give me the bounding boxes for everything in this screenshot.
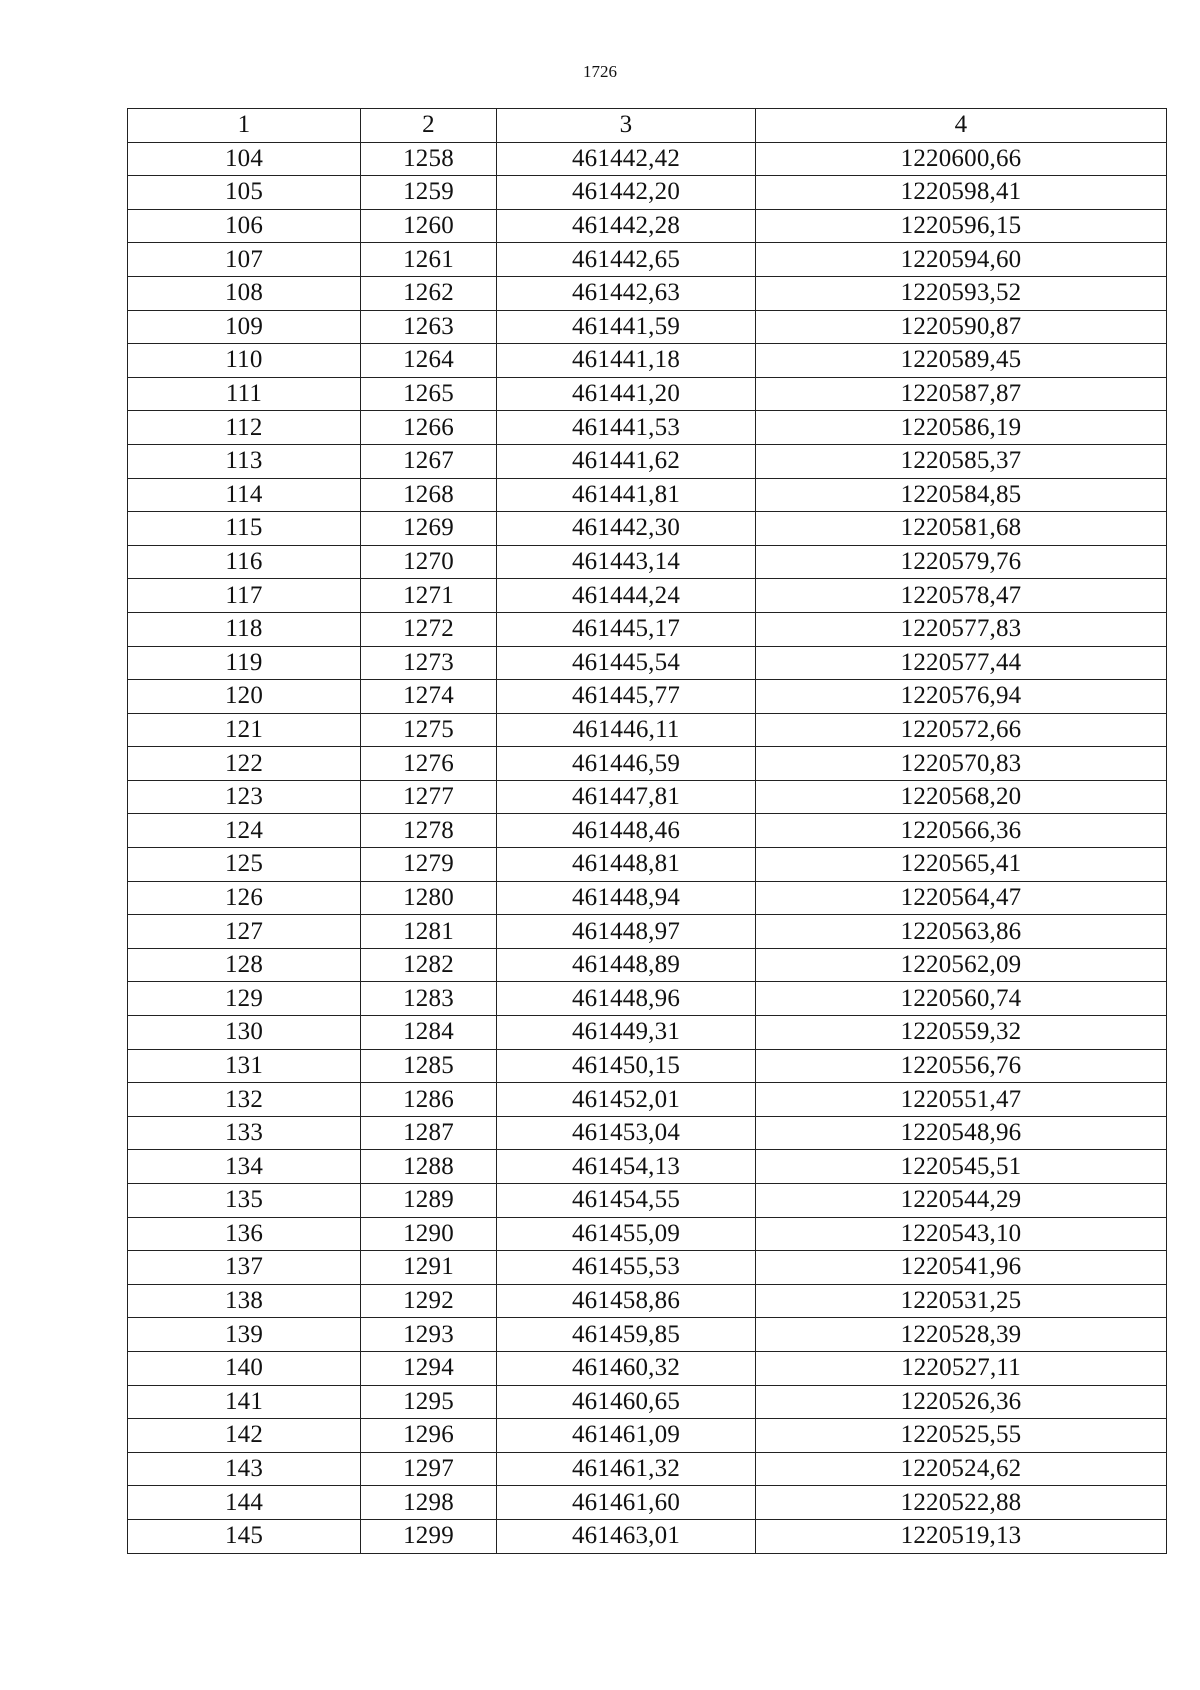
table-cell: 1271 bbox=[361, 579, 497, 613]
table-row bbox=[128, 680, 1167, 714]
table-cell: 461455,09 bbox=[497, 1217, 756, 1251]
table-cell: 1220559,32 bbox=[756, 1016, 1167, 1050]
table-cell: 128 bbox=[128, 948, 361, 982]
table-row bbox=[128, 814, 1167, 848]
table-cell: 1220519,13 bbox=[756, 1519, 1167, 1553]
table-row bbox=[128, 310, 1167, 344]
table-cell: 136 bbox=[128, 1217, 361, 1251]
page-number: 1726 bbox=[583, 62, 617, 81]
table-cell: 461459,85 bbox=[497, 1318, 756, 1352]
table-cell: 1276 bbox=[361, 747, 497, 781]
table-cell: 1220566,36 bbox=[756, 814, 1167, 848]
table-cell: 137 bbox=[128, 1251, 361, 1285]
table-cell: 1220522,88 bbox=[756, 1486, 1167, 1520]
table-cell: 1220585,37 bbox=[756, 444, 1167, 478]
table-header-row bbox=[128, 109, 1167, 143]
table-row bbox=[128, 209, 1167, 243]
table-cell: 461441,81 bbox=[497, 478, 756, 512]
table-cell: 1220584,85 bbox=[756, 478, 1167, 512]
table-cell: 142 bbox=[128, 1419, 361, 1453]
table-cell: 1220525,55 bbox=[756, 1419, 1167, 1453]
table-row bbox=[128, 1318, 1167, 1352]
coordinates-table bbox=[127, 108, 1167, 1554]
table-cell: 1220563,86 bbox=[756, 915, 1167, 949]
table-cell: 1291 bbox=[361, 1251, 497, 1285]
table-cell: 1220526,36 bbox=[756, 1385, 1167, 1419]
table-cell: 1274 bbox=[361, 680, 497, 714]
table-cell: 135 bbox=[128, 1184, 361, 1218]
table-row bbox=[128, 512, 1167, 546]
table-cell: 1282 bbox=[361, 948, 497, 982]
table-cell: 461448,94 bbox=[497, 881, 756, 915]
table-cell: 1259 bbox=[361, 176, 497, 210]
table-cell: 1220570,83 bbox=[756, 747, 1167, 781]
table-cell: 139 bbox=[128, 1318, 361, 1352]
table-cell: 461442,65 bbox=[497, 243, 756, 277]
table-cell: 461448,46 bbox=[497, 814, 756, 848]
table-row bbox=[128, 612, 1167, 646]
table-cell: 461453,04 bbox=[497, 1116, 756, 1150]
table-row bbox=[128, 915, 1167, 949]
table-cell: 461454,55 bbox=[497, 1184, 756, 1218]
table-cell: 461441,59 bbox=[497, 310, 756, 344]
table-row bbox=[128, 142, 1167, 176]
table-row bbox=[128, 713, 1167, 747]
table-cell: 1220572,66 bbox=[756, 713, 1167, 747]
table-row bbox=[128, 780, 1167, 814]
table-cell: 1220576,94 bbox=[756, 680, 1167, 714]
table-cell: 1263 bbox=[361, 310, 497, 344]
table-row bbox=[128, 848, 1167, 882]
column-header: 2 bbox=[361, 109, 497, 143]
table-cell: 461442,20 bbox=[497, 176, 756, 210]
table-row bbox=[128, 478, 1167, 512]
table-cell: 118 bbox=[128, 612, 361, 646]
table-cell: 124 bbox=[128, 814, 361, 848]
table-cell: 1277 bbox=[361, 780, 497, 814]
table-cell: 126 bbox=[128, 881, 361, 915]
table-cell: 127 bbox=[128, 915, 361, 949]
table-cell: 1298 bbox=[361, 1486, 497, 1520]
column-header: 4 bbox=[756, 109, 1167, 143]
table-cell: 129 bbox=[128, 982, 361, 1016]
table-cell: 1220600,66 bbox=[756, 142, 1167, 176]
table-cell: 1273 bbox=[361, 646, 497, 680]
table-cell: 1266 bbox=[361, 411, 497, 445]
table-row bbox=[128, 344, 1167, 378]
table-cell: 140 bbox=[128, 1351, 361, 1385]
table-cell: 461442,63 bbox=[497, 276, 756, 310]
table-cell: 113 bbox=[128, 444, 361, 478]
table-row bbox=[128, 1016, 1167, 1050]
table-cell: 116 bbox=[128, 545, 361, 579]
table-cell: 461445,17 bbox=[497, 612, 756, 646]
table-cell: 1268 bbox=[361, 478, 497, 512]
table-cell: 461449,31 bbox=[497, 1016, 756, 1050]
table-row bbox=[128, 1452, 1167, 1486]
table-cell: 1220541,96 bbox=[756, 1251, 1167, 1285]
table-cell: 1220589,45 bbox=[756, 344, 1167, 378]
table-row bbox=[128, 276, 1167, 310]
table-cell: 1297 bbox=[361, 1452, 497, 1486]
table-cell: 1287 bbox=[361, 1116, 497, 1150]
table-cell: 461461,09 bbox=[497, 1419, 756, 1453]
table-row bbox=[128, 948, 1167, 982]
table-cell: 461443,14 bbox=[497, 545, 756, 579]
table-cell: 121 bbox=[128, 713, 361, 747]
table-cell: 115 bbox=[128, 512, 361, 546]
table-row bbox=[128, 1083, 1167, 1117]
table-cell: 1262 bbox=[361, 276, 497, 310]
table-cell: 133 bbox=[128, 1116, 361, 1150]
table-cell: 461441,20 bbox=[497, 377, 756, 411]
table-cell: 144 bbox=[128, 1486, 361, 1520]
table-cell: 125 bbox=[128, 848, 361, 882]
table-cell: 1269 bbox=[361, 512, 497, 546]
table-cell: 1279 bbox=[361, 848, 497, 882]
table-cell: 461455,53 bbox=[497, 1251, 756, 1285]
table-cell: 1289 bbox=[361, 1184, 497, 1218]
table-cell: 109 bbox=[128, 310, 361, 344]
column-header: 1 bbox=[128, 109, 361, 143]
table-cell: 134 bbox=[128, 1150, 361, 1184]
table-cell: 1220562,09 bbox=[756, 948, 1167, 982]
table-row bbox=[128, 1116, 1167, 1150]
table-row bbox=[128, 1284, 1167, 1318]
table-row bbox=[128, 176, 1167, 210]
table-row bbox=[128, 1419, 1167, 1453]
table-cell: 145 bbox=[128, 1519, 361, 1553]
table-cell: 461446,59 bbox=[497, 747, 756, 781]
table-cell: 132 bbox=[128, 1083, 361, 1117]
table-cell: 461444,24 bbox=[497, 579, 756, 613]
table-cell: 1220524,62 bbox=[756, 1452, 1167, 1486]
table-cell: 1261 bbox=[361, 243, 497, 277]
table-cell: 1265 bbox=[361, 377, 497, 411]
table-cell: 1267 bbox=[361, 444, 497, 478]
table-cell: 461445,77 bbox=[497, 680, 756, 714]
table-cell: 1220544,29 bbox=[756, 1184, 1167, 1218]
table-cell: 111 bbox=[128, 377, 361, 411]
table-row bbox=[128, 1049, 1167, 1083]
table-cell: 1220587,87 bbox=[756, 377, 1167, 411]
table-cell: 1220598,41 bbox=[756, 176, 1167, 210]
table-cell: 110 bbox=[128, 344, 361, 378]
table-cell: 1284 bbox=[361, 1016, 497, 1050]
table-cell: 1220577,83 bbox=[756, 612, 1167, 646]
table-row bbox=[128, 1519, 1167, 1553]
table-row bbox=[128, 1150, 1167, 1184]
table-cell: 461447,81 bbox=[497, 780, 756, 814]
table-cell: 104 bbox=[128, 142, 361, 176]
table-cell: 1258 bbox=[361, 142, 497, 176]
table-cell: 1220565,41 bbox=[756, 848, 1167, 882]
table-cell: 108 bbox=[128, 276, 361, 310]
table-cell: 107 bbox=[128, 243, 361, 277]
table-cell: 1220596,15 bbox=[756, 209, 1167, 243]
table-cell: 1292 bbox=[361, 1284, 497, 1318]
table-cell: 1220528,39 bbox=[756, 1318, 1167, 1352]
table-cell: 1295 bbox=[361, 1385, 497, 1419]
table-cell: 461448,96 bbox=[497, 982, 756, 1016]
table-cell: 1264 bbox=[361, 344, 497, 378]
table-cell: 138 bbox=[128, 1284, 361, 1318]
table-cell: 1220579,76 bbox=[756, 545, 1167, 579]
table-cell: 461448,97 bbox=[497, 915, 756, 949]
table-cell: 461454,13 bbox=[497, 1150, 756, 1184]
table-cell: 461463,01 bbox=[497, 1519, 756, 1553]
table-cell: 1275 bbox=[361, 713, 497, 747]
table-row bbox=[128, 1385, 1167, 1419]
table-cell: 1220551,47 bbox=[756, 1083, 1167, 1117]
table-cell: 1286 bbox=[361, 1083, 497, 1117]
table-cell: 461461,32 bbox=[497, 1452, 756, 1486]
table-cell: 1296 bbox=[361, 1419, 497, 1453]
table-cell: 120 bbox=[128, 680, 361, 714]
table-cell: 461442,30 bbox=[497, 512, 756, 546]
table-cell: 461458,86 bbox=[497, 1284, 756, 1318]
table-cell: 1220556,76 bbox=[756, 1049, 1167, 1083]
table-cell: 461446,11 bbox=[497, 713, 756, 747]
table-row bbox=[128, 545, 1167, 579]
table-cell: 461441,53 bbox=[497, 411, 756, 445]
table-row bbox=[128, 982, 1167, 1016]
table-cell: 1278 bbox=[361, 814, 497, 848]
table-cell: 1220590,87 bbox=[756, 310, 1167, 344]
table-cell: 1220593,52 bbox=[756, 276, 1167, 310]
table-cell: 1220545,51 bbox=[756, 1150, 1167, 1184]
table-cell: 1220568,20 bbox=[756, 780, 1167, 814]
table-cell: 461460,65 bbox=[497, 1385, 756, 1419]
table-cell: 1299 bbox=[361, 1519, 497, 1553]
table-cell: 1293 bbox=[361, 1318, 497, 1352]
table-row bbox=[128, 1184, 1167, 1218]
table-row bbox=[128, 1486, 1167, 1520]
table-cell: 1294 bbox=[361, 1351, 497, 1385]
table-cell: 1220586,19 bbox=[756, 411, 1167, 445]
table-cell: 1220560,74 bbox=[756, 982, 1167, 1016]
table-cell: 461442,42 bbox=[497, 142, 756, 176]
table-cell: 461441,62 bbox=[497, 444, 756, 478]
table-cell: 1260 bbox=[361, 209, 497, 243]
table-cell: 1281 bbox=[361, 915, 497, 949]
table-cell: 461452,01 bbox=[497, 1083, 756, 1117]
table-cell: 106 bbox=[128, 209, 361, 243]
table-cell: 1283 bbox=[361, 982, 497, 1016]
table-cell: 1288 bbox=[361, 1150, 497, 1184]
table-cell: 1290 bbox=[361, 1217, 497, 1251]
column-header: 3 bbox=[497, 109, 756, 143]
table-row bbox=[128, 377, 1167, 411]
table-cell: 1220548,96 bbox=[756, 1116, 1167, 1150]
table-row bbox=[128, 747, 1167, 781]
table-cell: 143 bbox=[128, 1452, 361, 1486]
table-cell: 461461,60 bbox=[497, 1486, 756, 1520]
table-cell: 112 bbox=[128, 411, 361, 445]
table-cell: 1220543,10 bbox=[756, 1217, 1167, 1251]
table-cell: 141 bbox=[128, 1385, 361, 1419]
table-row bbox=[128, 1351, 1167, 1385]
table-cell: 105 bbox=[128, 176, 361, 210]
table-cell: 117 bbox=[128, 579, 361, 613]
table-row bbox=[128, 646, 1167, 680]
table-cell: 1285 bbox=[361, 1049, 497, 1083]
table-cell: 461448,89 bbox=[497, 948, 756, 982]
table-row bbox=[128, 444, 1167, 478]
table-cell: 1280 bbox=[361, 881, 497, 915]
table-row bbox=[128, 881, 1167, 915]
table-cell: 461460,32 bbox=[497, 1351, 756, 1385]
table-cell: 461445,54 bbox=[497, 646, 756, 680]
table-cell: 130 bbox=[128, 1016, 361, 1050]
table-cell: 1220527,11 bbox=[756, 1351, 1167, 1385]
table-body bbox=[128, 109, 1167, 1554]
table-row bbox=[128, 411, 1167, 445]
table-cell: 122 bbox=[128, 747, 361, 781]
table-cell: 1220581,68 bbox=[756, 512, 1167, 546]
table-cell: 1272 bbox=[361, 612, 497, 646]
table-row bbox=[128, 579, 1167, 613]
table-cell: 1220594,60 bbox=[756, 243, 1167, 277]
table-row bbox=[128, 1217, 1167, 1251]
table-cell: 461441,18 bbox=[497, 344, 756, 378]
table-cell: 1220531,25 bbox=[756, 1284, 1167, 1318]
table-cell: 119 bbox=[128, 646, 361, 680]
table-cell: 131 bbox=[128, 1049, 361, 1083]
table-cell: 114 bbox=[128, 478, 361, 512]
table-cell: 461448,81 bbox=[497, 848, 756, 882]
table-cell: 1220564,47 bbox=[756, 881, 1167, 915]
table-cell: 461450,15 bbox=[497, 1049, 756, 1083]
table-row bbox=[128, 243, 1167, 277]
table-cell: 1220578,47 bbox=[756, 579, 1167, 613]
table-cell: 1220577,44 bbox=[756, 646, 1167, 680]
table-cell: 461442,28 bbox=[497, 209, 756, 243]
table-row bbox=[128, 1251, 1167, 1285]
table-cell: 1270 bbox=[361, 545, 497, 579]
table-cell: 123 bbox=[128, 780, 361, 814]
